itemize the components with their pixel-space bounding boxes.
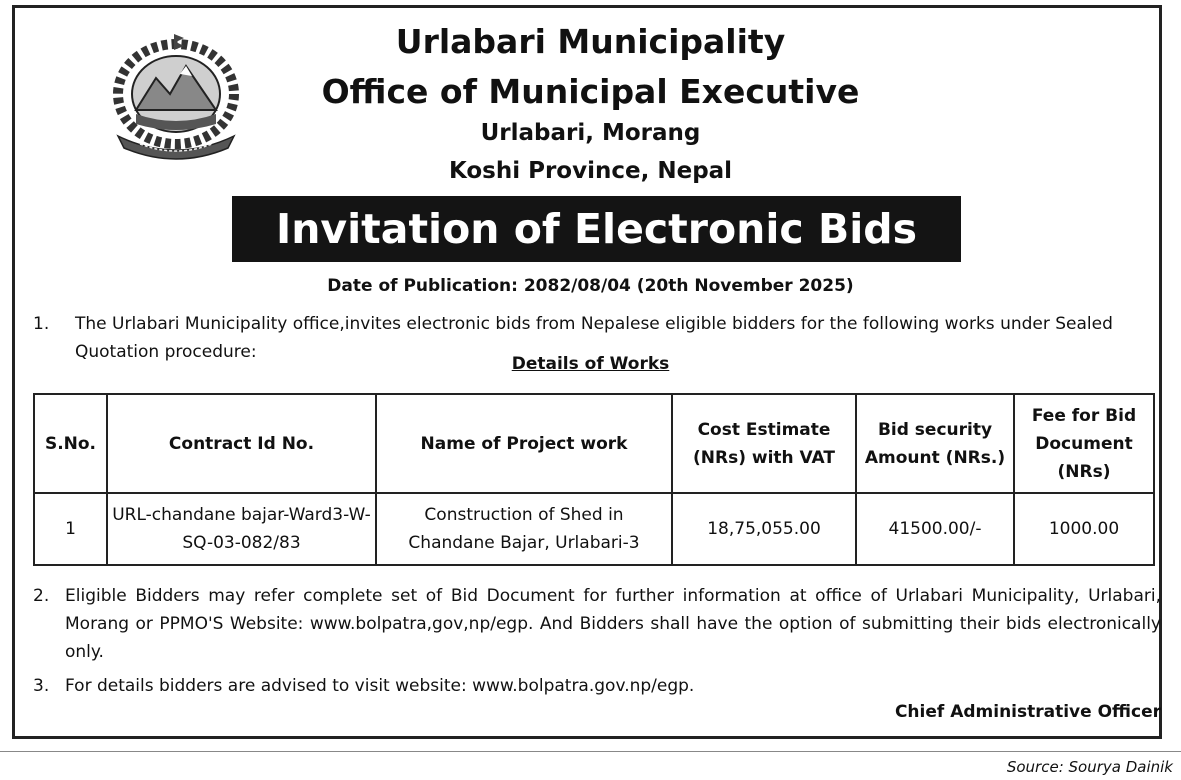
- column-header: Fee for Bid Document (NRs): [1014, 394, 1154, 493]
- divider: [0, 751, 1181, 752]
- column-header: Cost Estimate (NRs) with VAT: [672, 394, 856, 493]
- paragraph-text: For details bidders are advised to visit website: www.bolpatra.gov.np/egp.: [65, 676, 695, 696]
- table-row: [34, 493, 1154, 565]
- municipality-name: Urlabari Municipality: [395, 22, 786, 61]
- column-header: Bid security Amount (NRs.): [856, 394, 1014, 493]
- paragraph-text: Eligible Bidders may refer complete set of Bid Document for further information at office of Urlabari Municipality, Urlabari, Morang or PPMO'S Website: www.bolpatra,gov,np/egp. And Bidders shall have the option of submitting their bids electronically only.: [65, 586, 1161, 662]
- office-location: Urlabari, Morang: [480, 120, 701, 146]
- works-table: [33, 393, 1155, 566]
- table-cell: 1: [34, 493, 107, 565]
- office-name: Office of Municipal Executive: [321, 72, 860, 111]
- office-province: Koshi Province, Nepal: [448, 158, 733, 184]
- source-credit: Source: Sourya Dainik: [1006, 758, 1173, 776]
- table-cell: 1000.00: [1014, 493, 1154, 565]
- works-heading: Details of Works: [511, 354, 670, 374]
- paragraph-number: 1.: [33, 314, 50, 334]
- table-header-row: [34, 394, 1154, 493]
- column-header: Name of Project work: [376, 394, 672, 493]
- table-cell: Construction of Shed in Chandane Bajar, Urlabari-3: [376, 493, 672, 565]
- publication-date: Date of Publication: 2082/08/04 (20th November 2025): [327, 276, 854, 296]
- notice-title-banner: Invitation of Electronic Bids: [232, 196, 961, 262]
- table-cell: URL-chandane bajar-Ward3-W-SQ-03-082/83: [107, 493, 376, 565]
- paragraph-number: 2.: [33, 586, 50, 606]
- signatory-title: Chief Administrative Officer: [894, 702, 1161, 722]
- table-cell: 41500.00/-: [856, 493, 1014, 565]
- paragraph-text: The Urlabari Municipality office,invites electronic bids from Nepalese eligible bidders for the following works under Sealed Quotation procedure:: [75, 314, 1113, 362]
- column-header: Contract Id No.: [107, 394, 376, 493]
- column-header: S.No.: [34, 394, 107, 493]
- paragraph-number: 3.: [33, 676, 50, 696]
- table-cell: 18,75,055.00: [672, 493, 856, 565]
